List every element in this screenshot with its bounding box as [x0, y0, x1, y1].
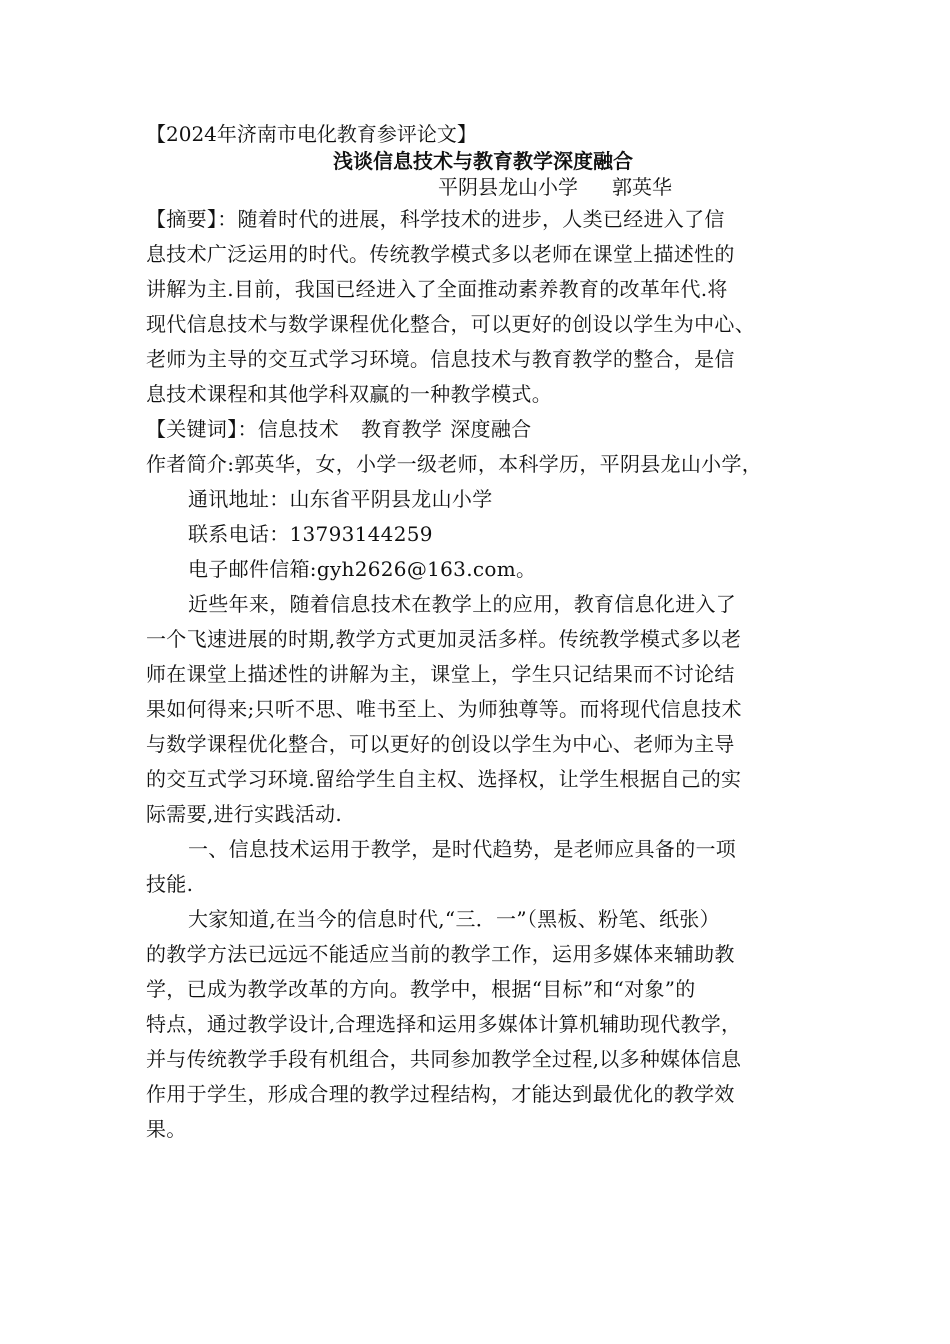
- body-line: 作用于学生，形成合理的教学过程结构，才能达到最优化的教学效: [146, 1082, 735, 1106]
- section-line: 技能.: [146, 872, 194, 896]
- abstract-line: 老师为主导的交互式学习环境。信息技术与教育教学的整合，是信: [146, 347, 735, 371]
- section-line: 一、信息技术运用于教学，是时代趋势，是老师应具备的一项: [188, 837, 737, 861]
- author-email: 电子邮件信箱:gyh2626@163.com。: [188, 557, 537, 581]
- body-line: 果。: [146, 1117, 187, 1141]
- body-line: 大家知道,在当今的信息时代,“三．一”（黑板、粉笔、纸张）: [188, 907, 720, 931]
- body-line: 学，已成为教学改革的方向。教学中，根据“目标”和“对象”的: [146, 977, 696, 1001]
- body-line: 师在课堂上描述性的讲解为主，课堂上，学生只记结果而不讨论结: [146, 662, 735, 686]
- keyword: 教育教学: [361, 417, 443, 441]
- byline: [146, 174, 810, 200]
- abstract-line: 息技术广泛运用的时代。传统教学模式多以老师在课堂上描述性的: [146, 242, 735, 266]
- school-name: 平阴县龙山小学: [438, 175, 578, 199]
- keywords: [146, 412, 810, 447]
- abstract-line: 息技术课程和其他学科双赢的一种教学模式。: [146, 382, 552, 406]
- abstract-line: 现代信息技术与数学课程优化整合，可以更好的创设以学生为中心、: [146, 312, 755, 336]
- body-line: 与数学课程优化整合，可以更好的创设以学生为中心、老师为主导: [146, 732, 735, 756]
- paper-title: 浅谈信息技术与教育教学深度融合: [333, 149, 633, 173]
- author-phone: 联系电话：13793144259: [188, 522, 433, 546]
- body-line: 近些年来，随着信息技术在教学上的应用，教育信息化进入了: [188, 592, 737, 616]
- abstract-line: 讲解为主.目前，我国已经进入了全面推动素养教育的改革年代.将: [146, 277, 728, 301]
- body-line: 的教学方法已远远不能适应当前的教学工作，运用多媒体来辅助教: [146, 942, 735, 966]
- body-line: 一个飞速进展的时期,教学方式更加灵活多样。传统教学模式多以老: [146, 627, 742, 651]
- document-content: [146, 120, 810, 1147]
- keyword: 信息技术: [257, 417, 340, 441]
- keywords-label: 【关键词】：: [146, 417, 258, 441]
- author-intro: 作者简介:郭英华，女，小学一级老师，本科学历，平阴县龙山小学，: [146, 452, 763, 476]
- body-line: 的交互式学习环境.留给学生自主权、选择权，让学生根据自己的实: [146, 767, 742, 791]
- body-line: 特点，通过教学设计,合理选择和运用多媒体计算机辅助现代教学，: [146, 1012, 742, 1036]
- abstract: [146, 202, 810, 412]
- body-line: 并与传统教学手段有机组合，共同参加教学全过程,以多种媒体信息: [146, 1047, 742, 1071]
- author-address: 通讯地址：山东省平阴县龙山小学: [188, 487, 493, 511]
- body-paragraph: [146, 587, 810, 832]
- section-heading: [146, 832, 810, 902]
- body-paragraph: [146, 902, 810, 1147]
- author-name: 郭英华: [612, 175, 672, 199]
- contest-tag: 【2024年济南市电化教育参评论文】: [146, 122, 477, 146]
- keyword: 深度融合: [450, 417, 532, 441]
- author-info: [146, 447, 810, 587]
- body-line: 果如何得来;只听不思、唯书至上、为师独尊等。而将现代信息技术: [146, 697, 742, 721]
- body-line: 际需要,进行实践活动.: [146, 802, 343, 826]
- abstract-line: 【摘要】：随着时代的进展，科学技术的进步，人类已经进入了信: [146, 207, 725, 231]
